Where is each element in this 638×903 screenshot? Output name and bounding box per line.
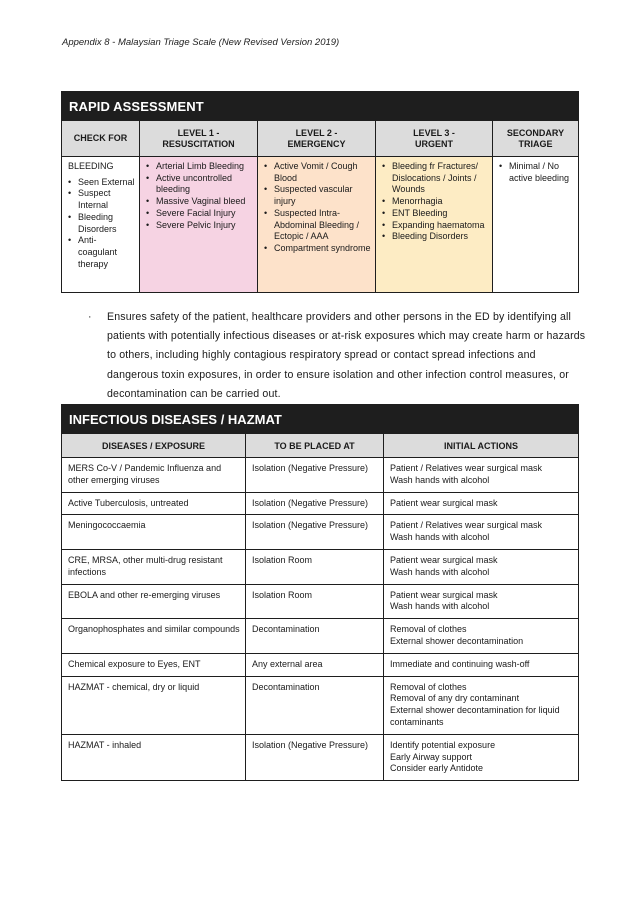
placement-cell: Any external area	[246, 653, 384, 676]
action-line: Immediate and continuing wash-off	[390, 658, 530, 669]
disease-cell: CRE, MRSA, other multi-drug resistant infections	[62, 549, 246, 584]
level-1-list	[146, 161, 253, 231]
disease-cell: Meningococcaemia	[62, 515, 246, 550]
page-header-note: Appendix 8 - Malaysian Triage Scale (New Revised Version 2019)	[62, 37, 340, 48]
placement-cell: Decontamination	[246, 619, 384, 654]
list-item: • Suspected vascular injury	[264, 184, 371, 207]
level-3-list	[382, 161, 488, 243]
action-line: Removal of clothes	[390, 624, 467, 635]
actions-cell	[384, 584, 579, 619]
paragraph-bullet: ·	[88, 311, 92, 323]
action-line: Wash hands with alcohol	[390, 566, 490, 577]
safety-paragraph	[88, 308, 588, 404]
action-line: Patient / Relatives wear surgical mask	[390, 520, 543, 531]
table-row	[62, 492, 579, 515]
placement-cell: Isolation (Negative Pressure)	[246, 515, 384, 550]
placement-cell: Isolation (Negative Pressure)	[246, 492, 384, 515]
actions-cell	[384, 734, 579, 780]
actions-cell	[384, 619, 579, 654]
list-item: • Active uncontrolled bleeding	[146, 173, 253, 196]
secondary-list	[499, 161, 574, 184]
rapid-assessment-table	[61, 91, 579, 293]
check-for-title: BLEEDING	[68, 161, 114, 171]
paragraph-text: Ensures safety of the patient, healthcare providers and other persons in the ED by identifying all patients with potentially infectious diseases or at-risk exposures which may create harm or hazards to others, including highly contagious respiratory spread or contact spread infections and dangerous toxin exposures, in order to ensure isolation and other infection control measures, or decontamination can be carried out.	[107, 311, 586, 400]
table-row	[62, 734, 579, 780]
actions-cell	[384, 515, 579, 550]
placement-cell: Isolation (Negative Pressure)	[246, 458, 384, 493]
action-line: Patient / Relatives wear surgical mask	[390, 463, 543, 473]
header-level-1: LEVEL 1 - RESUSCITATION	[140, 121, 258, 157]
list-item: • Bleeding fr Fractures/ Dislocations / Joints / Wounds	[382, 161, 488, 196]
actions-cell	[384, 653, 579, 676]
placement-cell: Isolation Room	[246, 549, 384, 584]
level-3-cell	[376, 157, 493, 293]
disease-cell: HAZMAT - inhaled	[62, 734, 246, 780]
list-item: • Severe Facial Injury	[146, 208, 253, 220]
action-line: External shower decontamination for liquid contaminants	[390, 705, 560, 727]
table-row	[62, 549, 579, 584]
header-placed-at: TO BE PLACED AT	[246, 434, 384, 458]
list-item: • Suspected Intra-Abdominal Bleeding / Ectopic / AAA	[264, 208, 371, 243]
action-line: Early Airway support	[390, 751, 473, 762]
check-for-cell	[62, 157, 140, 293]
actions-cell	[384, 458, 579, 493]
check-for-list	[68, 177, 135, 271]
placement-cell: Isolation Room	[246, 584, 384, 619]
table-row	[62, 653, 579, 676]
level-1-cell	[140, 157, 258, 293]
level-2-cell	[258, 157, 376, 293]
disease-cell: Active Tuberculosis, untreated	[62, 492, 246, 515]
disease-cell: EBOLA and other re-emerging viruses	[62, 584, 246, 619]
actions-cell	[384, 676, 579, 734]
header-check-for: CHECK FOR	[62, 121, 140, 157]
list-item: • Suspect Internal	[68, 188, 135, 211]
list-item: • Seen External	[68, 177, 135, 189]
list-item: • Severe Pelvic Injury	[146, 220, 253, 232]
action-line: Patient wear surgical mask	[390, 497, 498, 508]
table-row	[62, 584, 579, 619]
rapid-assessment-title: RAPID ASSESSMENT	[62, 92, 579, 121]
list-item: • Arterial Limb Bleeding	[146, 161, 253, 173]
action-line: Consider early Antidote	[390, 763, 484, 774]
header-secondary: SECONDARY TRIAGE	[493, 121, 579, 157]
list-item: • Anti-coagulant therapy	[68, 235, 135, 270]
action-line: Identify potential exposure	[390, 739, 496, 750]
list-item: • Minimal / No active bleeding	[499, 161, 574, 184]
level-2-list	[264, 161, 371, 255]
action-line: Patient wear surgical mask	[390, 589, 498, 600]
action-line: Wash hands with alcohol	[390, 532, 490, 543]
action-line: Wash hands with alcohol	[390, 474, 490, 485]
header-level-3: LEVEL 3 - URGENT	[376, 121, 493, 157]
list-item: • ENT Bleeding	[382, 208, 488, 220]
action-line: Removal of clothes	[390, 681, 467, 692]
infectious-title: INFECTIOUS DISEASES / HAZMAT	[62, 405, 579, 434]
header-initial-actions: INITIAL ACTIONS	[384, 434, 579, 458]
table-row	[62, 458, 579, 493]
table-row	[62, 515, 579, 550]
list-item: • Menorrhagia	[382, 196, 488, 208]
disease-cell: Chemical exposure to Eyes, ENT	[62, 653, 246, 676]
actions-cell	[384, 549, 579, 584]
table-row	[62, 619, 579, 654]
header-diseases: DISEASES / EXPOSURE	[62, 434, 246, 458]
disease-cell: HAZMAT - chemical, dry or liquid	[62, 676, 246, 734]
list-item: • Bleeding Disorders	[382, 231, 488, 243]
list-item: • Compartment syndrome	[264, 243, 371, 255]
secondary-cell	[493, 157, 579, 293]
placement-cell: Isolation (Negative Pressure)	[246, 734, 384, 780]
action-line: Patient wear surgical mask	[390, 554, 498, 565]
list-item: • Bleeding Disorders	[68, 212, 135, 235]
list-item: • Expanding haematoma	[382, 220, 488, 232]
disease-cell: MERS Co-V / Pandemic Influenza and other emerging viruses	[62, 458, 246, 493]
action-line: Wash hands with alcohol	[390, 601, 490, 612]
list-item: • Massive Vaginal bleed	[146, 196, 253, 208]
action-line: External shower decontamination	[390, 635, 524, 646]
placement-cell: Decontamination	[246, 676, 384, 734]
disease-cell: Organophosphates and similar compounds	[62, 619, 246, 654]
header-level-2: LEVEL 2 - EMERGENCY	[258, 121, 376, 157]
action-line: Removal of any dry contaminant	[390, 693, 520, 704]
list-item: • Active Vomit / Cough Blood	[264, 161, 371, 184]
infectious-diseases-table	[61, 404, 579, 781]
actions-cell	[384, 492, 579, 515]
table-row	[62, 676, 579, 734]
